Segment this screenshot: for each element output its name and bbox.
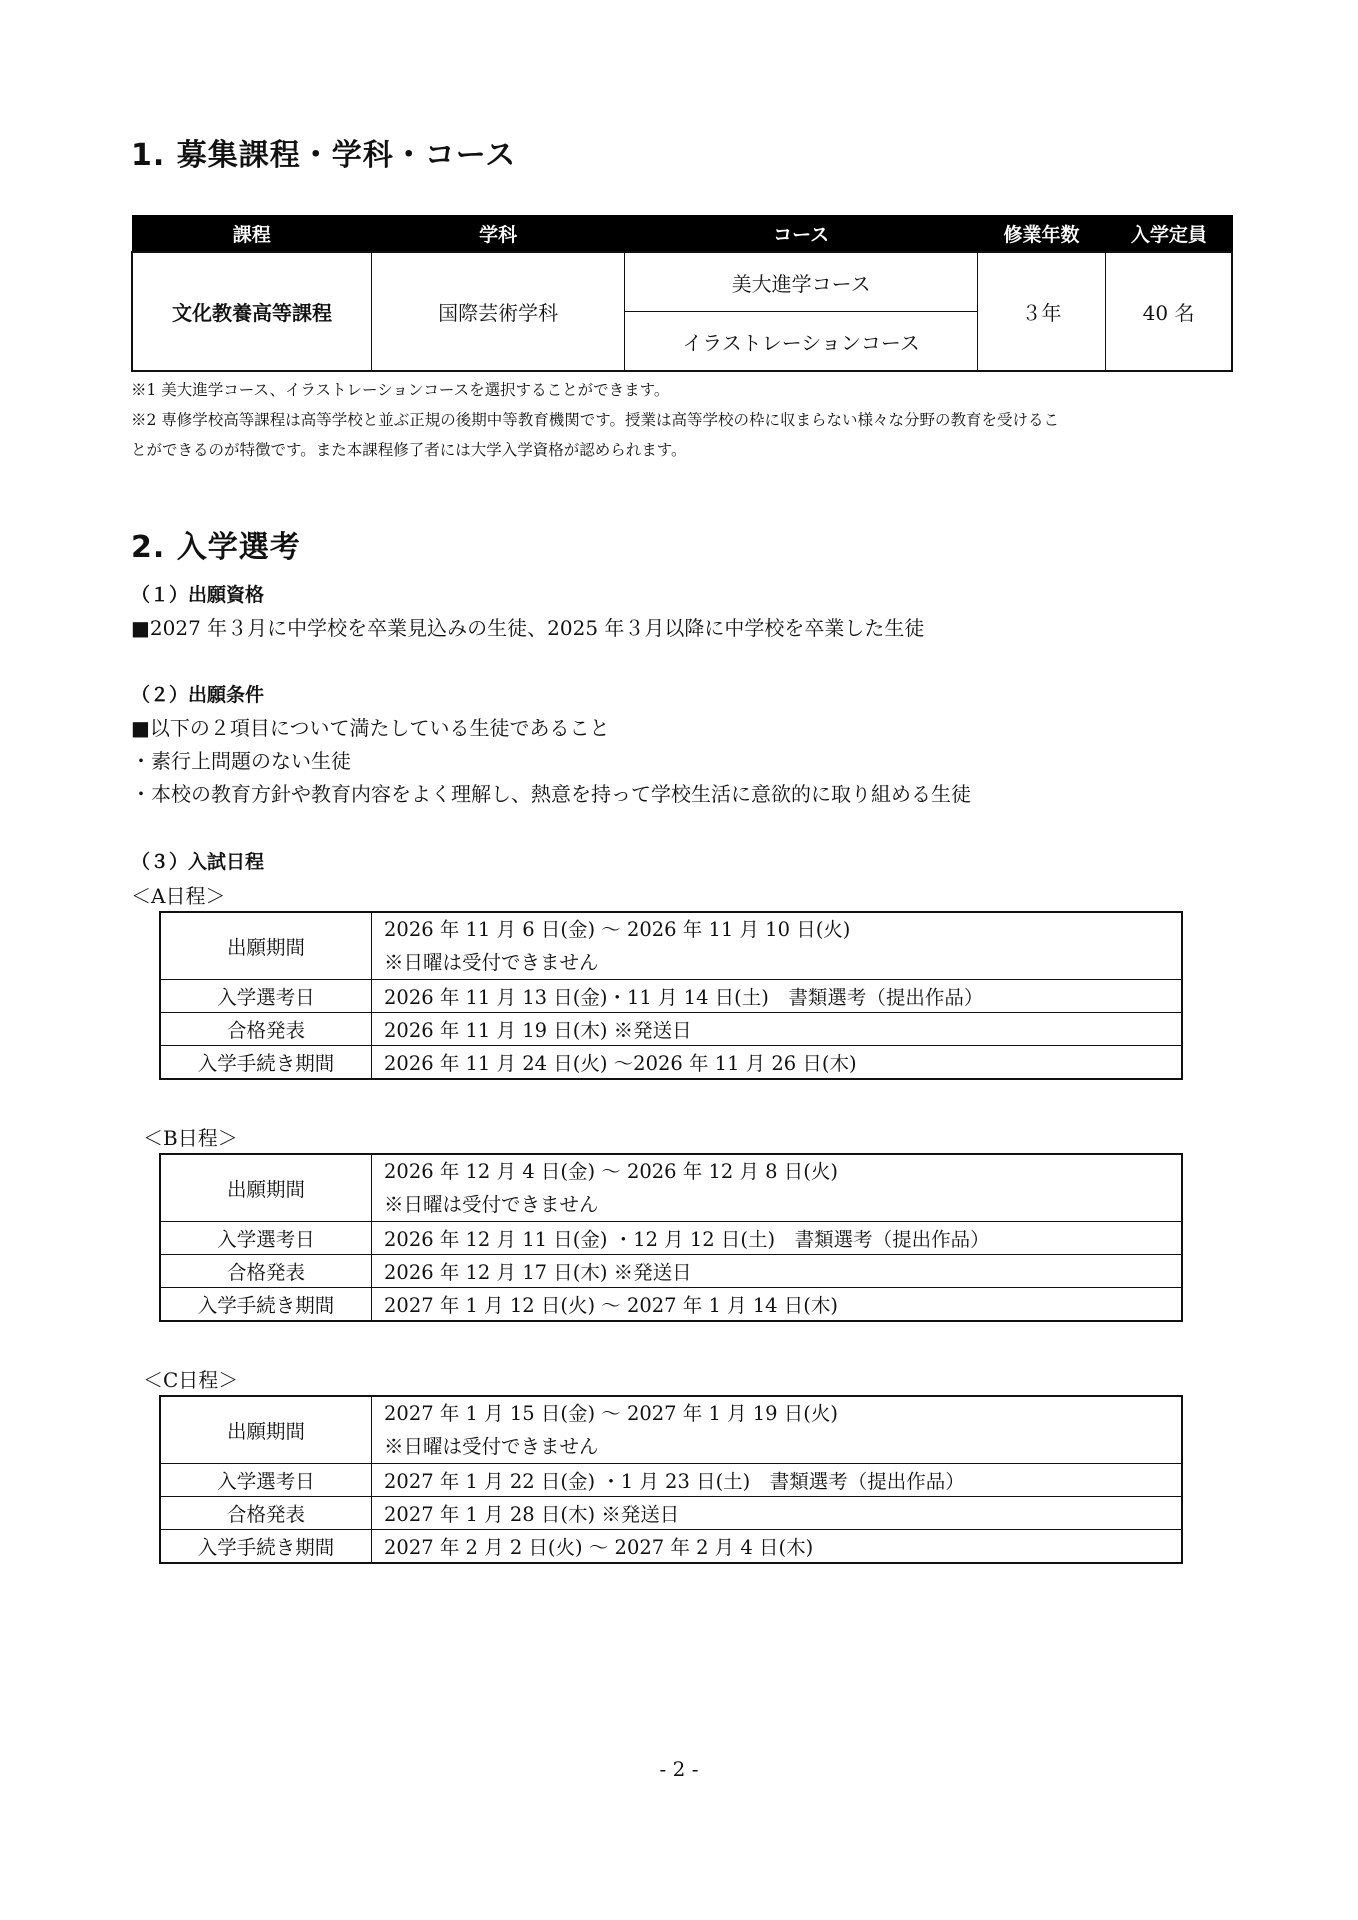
schedule-a-table bbox=[159, 911, 1183, 1080]
page-number: - 2 - bbox=[659, 1757, 699, 1781]
exam-date: 2027 年 1 月 22 日(金) ・1 月 23 日(土) 書類選考（提出作品） bbox=[372, 1464, 1183, 1497]
note-line: ※1 美大進学コース、イラストレーションコースを選択することができます。 bbox=[131, 381, 670, 399]
schedule-b-title: ＜B日程＞ bbox=[143, 1126, 238, 1150]
header-course: コース bbox=[625, 216, 978, 253]
note-line: とができるのが特徴です。また本課程修了者には大学入学資格が認められます。 bbox=[131, 441, 687, 459]
row-label: 入学手続き期間 bbox=[160, 1288, 372, 1322]
notes bbox=[131, 375, 1241, 465]
course-item: イラストレーションコース bbox=[625, 312, 978, 372]
conditions-line: ・本校の教育方針や教育内容をよく理解し、熱意を持って学校生活に意欲的に取り組める生徒 bbox=[131, 782, 971, 806]
sunday-note: ※日曜は受付できません bbox=[384, 951, 599, 974]
header-program: 課程 bbox=[132, 216, 371, 253]
course-program: 文化教養高等課程 bbox=[132, 252, 371, 371]
course-table bbox=[131, 215, 1233, 372]
conditions-heading: （２）出願条件 bbox=[131, 684, 265, 706]
schedule-b-table bbox=[159, 1153, 1183, 1322]
apply-period: 2026 年 11 月 6 日(金) 〜 2026 年 11 月 10 日(火) bbox=[384, 918, 851, 941]
result-date: 2027 年 1 月 28 日(木) ※発送日 bbox=[372, 1497, 1183, 1530]
schedule-c-table bbox=[159, 1395, 1183, 1564]
apply-period: 2027 年 1 月 15 日(金) 〜 2027 年 1 月 19 日(火) bbox=[384, 1402, 839, 1425]
schedule-a-title: ＜A日程＞ bbox=[131, 884, 226, 908]
row-label: 出願期間 bbox=[160, 1396, 372, 1464]
eligibility-text: ■2027 年３月に中学校を卒業見込みの生徒、2025 年３月以降に中学校を卒業した生徒 bbox=[131, 616, 925, 640]
procedure-period: 2027 年 1 月 12 日(火) 〜 2027 年 1 月 14 日(木) bbox=[372, 1288, 1183, 1322]
conditions-line: ■以下の２項目について満たしている生徒であること bbox=[131, 716, 610, 740]
section1-title: 1. 募集課程・学科・コース bbox=[131, 138, 517, 173]
sunday-note: ※日曜は受付できません bbox=[384, 1193, 599, 1216]
row-label: 合格発表 bbox=[160, 1255, 372, 1288]
row-label: 合格発表 bbox=[160, 1497, 372, 1530]
header-capacity: 入学定員 bbox=[1106, 216, 1232, 253]
apply-period: 2026 年 12 月 4 日(金) 〜 2026 年 12 月 8 日(火) bbox=[384, 1160, 839, 1183]
exam-date: 2026 年 12 月 11 日(金) ・12 月 12 日(土) 書類選考（提出作品） bbox=[372, 1222, 1183, 1255]
header-department: 学科 bbox=[371, 216, 624, 253]
schedule-c-title: ＜C日程＞ bbox=[143, 1368, 239, 1392]
result-date: 2026 年 12 月 17 日(木) ※発送日 bbox=[372, 1255, 1183, 1288]
procedure-period: 2026 年 11 月 24 日(火) 〜2026 年 11 月 26 日(木) bbox=[372, 1046, 1183, 1080]
result-date: 2026 年 11 月 19 日(木) ※発送日 bbox=[372, 1013, 1183, 1046]
row-label: 合格発表 bbox=[160, 1013, 372, 1046]
schedule-heading: （３）入試日程 bbox=[131, 851, 265, 873]
procedure-period: 2027 年 2 月 2 日(火) 〜 2027 年 2 月 4 日(木) bbox=[372, 1530, 1183, 1564]
department: 国際芸術学科 bbox=[371, 252, 624, 371]
row-label: 出願期間 bbox=[160, 912, 372, 980]
row-label: 入学選考日 bbox=[160, 1222, 372, 1255]
row-label: 入学選考日 bbox=[160, 1464, 372, 1497]
conditions-line: ・素行上問題のない生徒 bbox=[131, 749, 351, 773]
row-label: 入学手続き期間 bbox=[160, 1530, 372, 1564]
header-years: 修業年数 bbox=[977, 216, 1105, 253]
eligibility-heading: （１）出願資格 bbox=[131, 584, 265, 606]
row-label: 入学選考日 bbox=[160, 980, 372, 1013]
row-label: 入学手続き期間 bbox=[160, 1046, 372, 1080]
sunday-note: ※日曜は受付できません bbox=[384, 1435, 599, 1458]
note-line: ※2 専修学校高等課程は高等学校と並ぶ正規の後期中等教育機関です。授業は高等学校の枠に収まらない様々な分野の教育を受けるこ bbox=[131, 411, 1060, 429]
capacity: 40 名 bbox=[1106, 252, 1232, 371]
section2-title: 2. 入学選考 bbox=[131, 530, 301, 565]
exam-date: 2026 年 11 月 13 日(金)・11 月 14 日(土) 書類選考（提出作品） bbox=[372, 980, 1183, 1013]
years: ３年 bbox=[977, 252, 1105, 371]
course-item: 美大進学コース bbox=[625, 252, 978, 312]
row-label: 出願期間 bbox=[160, 1154, 372, 1222]
